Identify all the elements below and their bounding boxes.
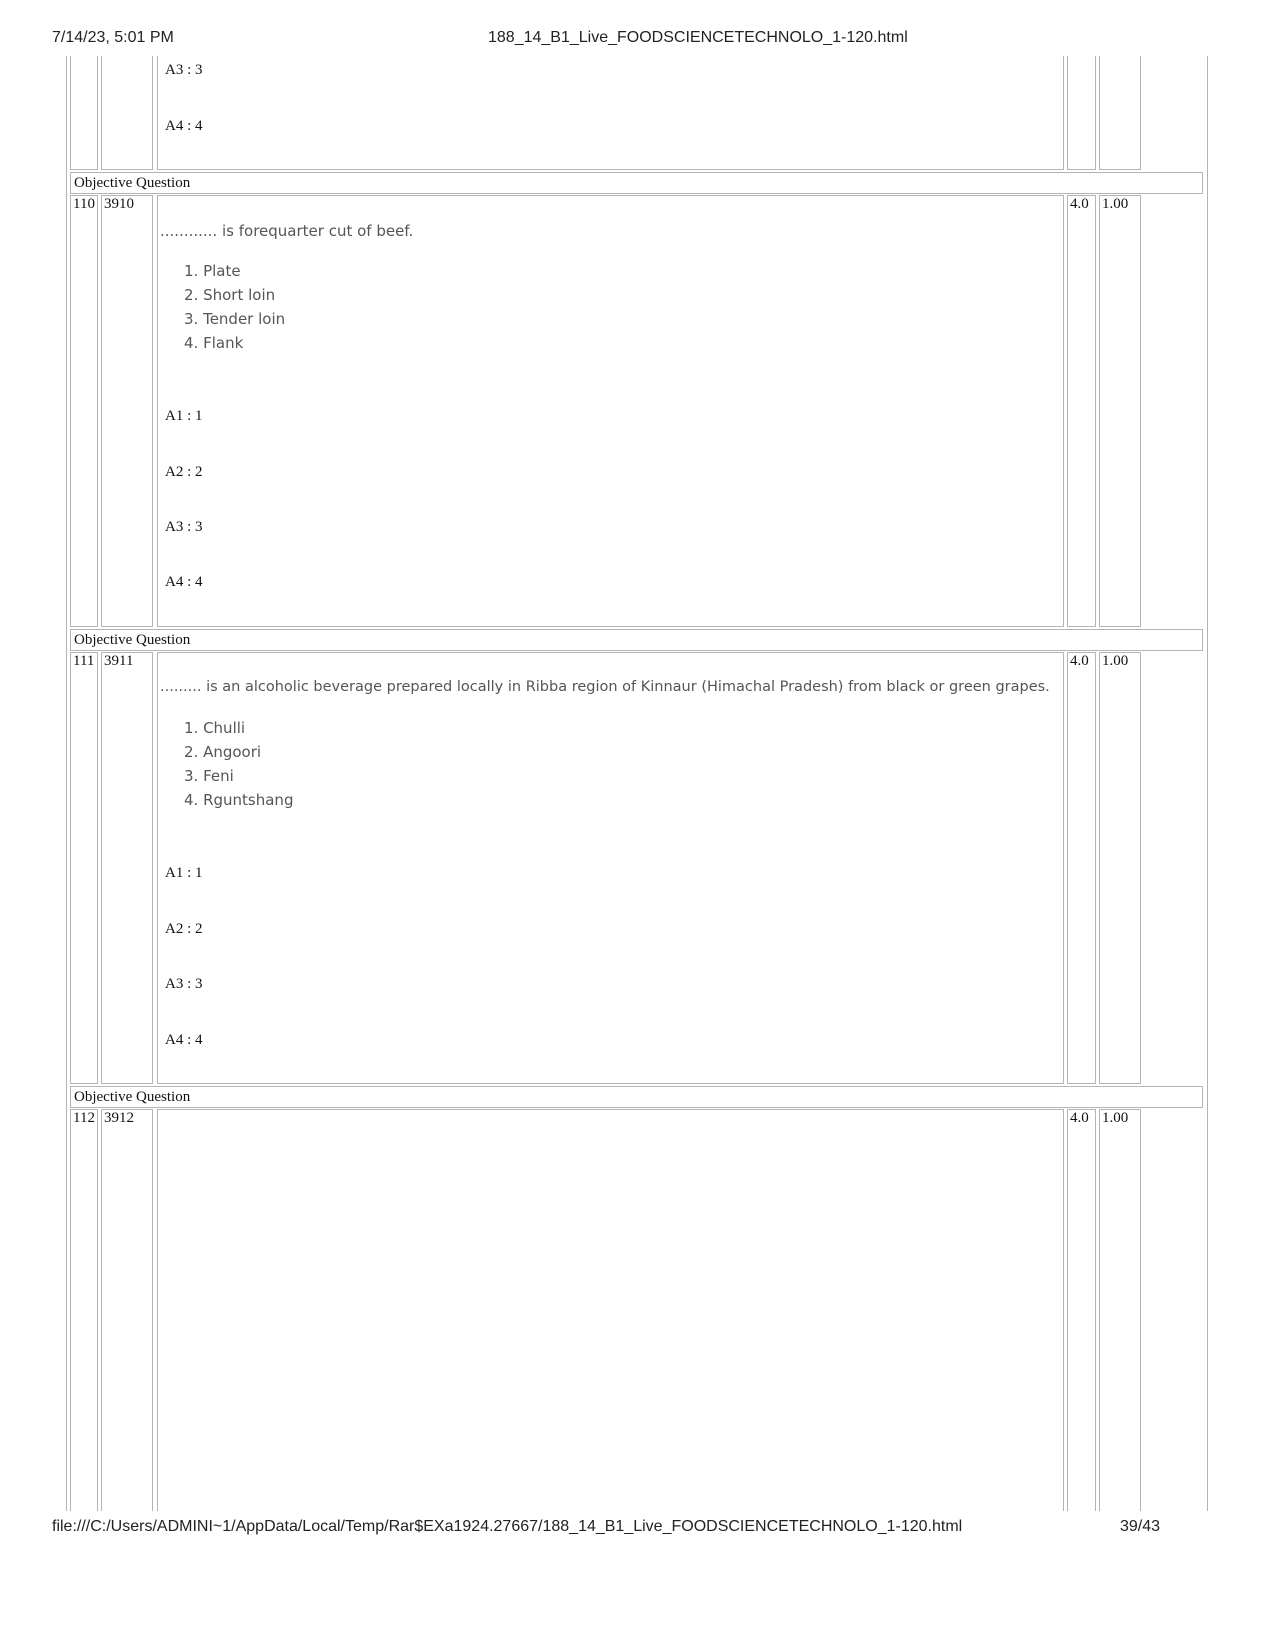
question-option: 4. Rguntshang [184, 791, 294, 809]
print-datetime: 7/14/23, 5:01 PM [52, 29, 174, 46]
question-marks: 4.0 [1070, 1110, 1089, 1126]
question-stem: ............ is forequarter cut of beef. [160, 222, 414, 240]
question-option: 4. Flank [184, 334, 244, 352]
question-negative-marks: 1.00 [1102, 1110, 1129, 1126]
question-id: 3912 [104, 1110, 134, 1126]
question-option: 3. Tender loin [184, 310, 286, 328]
answer-option: A1 : 1 [165, 865, 203, 881]
answer-option: A2 : 2 [165, 921, 203, 937]
question-option: 3. Feni [184, 767, 234, 785]
question-id: 3910 [104, 196, 134, 212]
section-label: Objective Question [70, 172, 1203, 194]
question-id: 3911 [104, 653, 134, 669]
question-option: 2. Angoori [184, 743, 262, 761]
question-stem: ......... is an alcoholic beverage prepared locally in Ribba region of Kinnaur (Himachal Pradesh) from black or green grapes. [160, 679, 1050, 695]
question-number: 111 [73, 653, 95, 669]
page-number: 39/43 [1120, 1518, 1161, 1535]
question-negative-marks: 1.00 [1102, 653, 1129, 669]
question-marks: 4.0 [1070, 653, 1089, 669]
section-label: Objective Question [70, 629, 1203, 651]
document-title: 188_14_B1_Live_FOODSCIENCETECHNOLO_1-120.html [488, 29, 908, 46]
answer-option: A3 : 3 [165, 519, 203, 535]
answer-option: A3 : 3 [165, 976, 203, 992]
question-option: 1. Chulli [184, 719, 246, 737]
answer-option: A1 : 1 [165, 408, 203, 424]
answer-option: A4 : 4 [165, 574, 203, 590]
file-path: file:///C:/Users/ADMINI~1/AppData/Local/Temp/Rar$EXa1924.27667/188_14_B1_Live_FOODSCIENCETECHNOLO_1-120.html [52, 1518, 963, 1535]
answer-option: A4 : 4 [165, 118, 203, 134]
question-negative-marks: 1.00 [1102, 196, 1129, 212]
answer-option: A2 : 2 [165, 464, 203, 480]
section-label: Objective Question [70, 1086, 1203, 1108]
question-marks: 4.0 [1070, 196, 1089, 212]
question-number: 110 [73, 196, 95, 212]
answer-option: A4 : 4 [165, 1032, 203, 1048]
question-option: 1. Plate [184, 262, 241, 280]
question-option: 2. Short loin [184, 286, 276, 304]
question-number: 112 [73, 1110, 95, 1126]
answer-option: A3 : 3 [165, 62, 203, 78]
